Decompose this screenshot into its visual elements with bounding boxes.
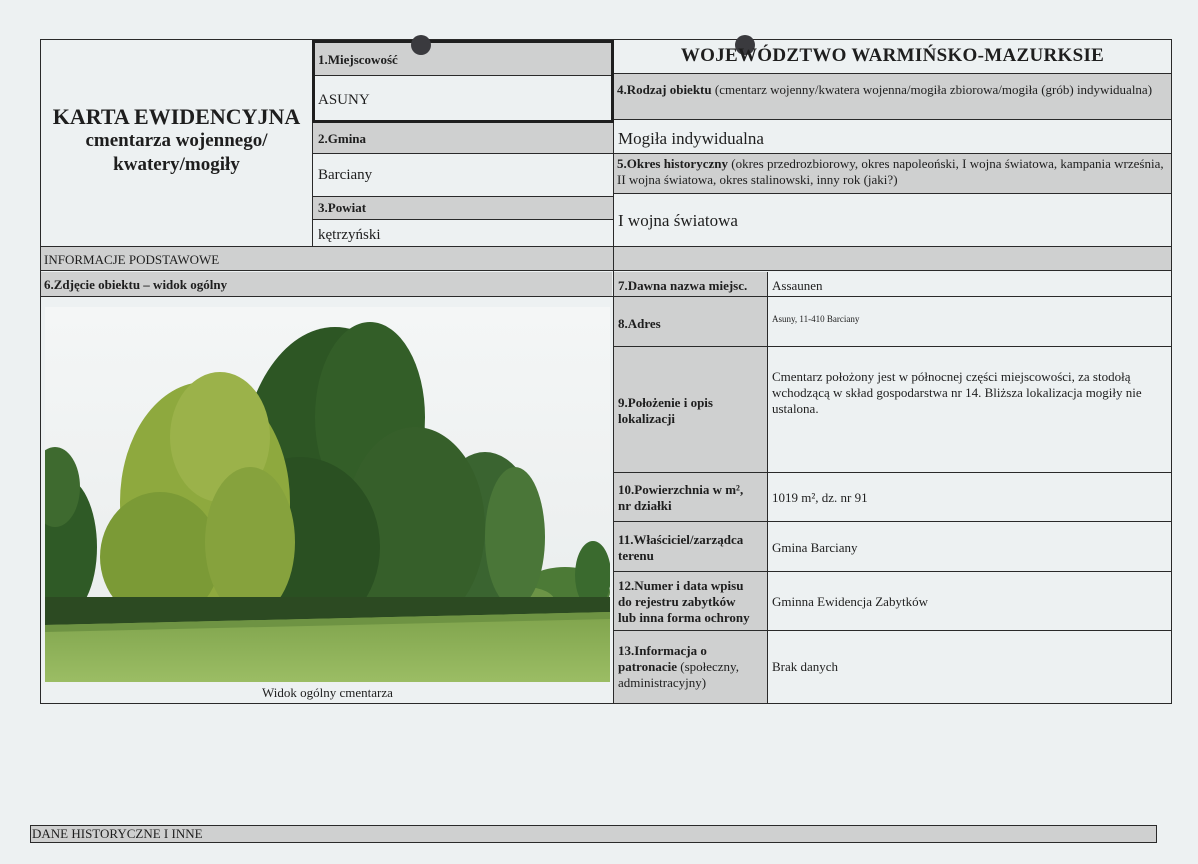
- owner-label-block: [618, 532, 743, 564]
- registry-label-block: [618, 578, 750, 626]
- patronage-label-2-line: [618, 659, 739, 675]
- location-label-1: 9.Położenie i opis: [618, 395, 713, 410]
- period-label-block: [617, 156, 1167, 188]
- card-title: KARTA EWIDENCYJNA: [52, 104, 301, 129]
- locality-label: 1.Miejscowość: [318, 52, 398, 67]
- object-type-label-block: [617, 82, 1165, 98]
- patronage-label-1: 13.Informacja o: [618, 643, 707, 658]
- object-type-options: (cmentarz wojenny/kwatera wojenna/mogiła zbiorowa/mogiła (grób) indywidualna): [714, 82, 1153, 97]
- address-label: 8.Adres: [618, 316, 661, 331]
- period-options: (okres przedrozbiorowy, okres napoleoński, I wojna światowa, kampania września, II wojna światowa, okres stalinowski, inny rok (jaki?): [617, 156, 1164, 187]
- period-label: 5.Okres historyczny: [617, 156, 728, 171]
- location-value: Cmentarz położony jest w północnej części miejscowości, za stodołą wchodzącą w skład gospodarstwa nr 14. Bliższa lokalizacja mogiły nie ustalona.: [772, 369, 1142, 416]
- registry-label-1: 12.Numer i data wpisu: [618, 578, 744, 593]
- area-label-2: nr działki: [618, 498, 672, 513]
- card-subtitle-2: kwatery/mogiły: [113, 154, 240, 175]
- location-label-block: [618, 395, 713, 427]
- gmina-label: 2.Gmina: [318, 131, 367, 146]
- photo-label: 6.Zdjęcie obiektu – widok ogólny: [44, 277, 228, 292]
- former-name-label: 7.Dawna nazwa miejsc.: [618, 278, 748, 293]
- area-value: 1019 m², dz. nr 91: [772, 490, 868, 505]
- gmina-value: Barciany: [318, 167, 373, 183]
- locality-value: ASUNY: [318, 92, 370, 108]
- section-basic-info: INFORMACJE PODSTAWOWE: [44, 252, 220, 267]
- card-subtitle-1: cmentarza wojennego/: [85, 130, 268, 151]
- section-history: DANE HISTORYCZNE I INNE: [32, 826, 203, 841]
- object-type-value: Mogiła indywidualna: [618, 129, 764, 148]
- object-type-label: 4.Rodzaj obiektu: [617, 82, 712, 97]
- voivodeship-title: WOJEWÓDZTWO WARMIŃSKO-MAZURKSIE: [680, 45, 1105, 66]
- patronage-label-block: [618, 643, 739, 691]
- area-label-1: 10.Powierzchnia w m²,: [618, 482, 744, 497]
- patronage-label-2-bold: patronacie: [618, 659, 677, 674]
- area-label-block: [618, 482, 743, 514]
- patronage-label-2: (społeczny,: [676, 659, 739, 674]
- powiat-label: 3.Powiat: [318, 200, 367, 215]
- owner-label-1: 11.Właściciel/zarządca: [618, 532, 744, 547]
- powiat-value: kętrzyński: [318, 227, 381, 243]
- photo-caption: Widok ogólny cmentarza: [262, 685, 393, 700]
- owner-label-2: terenu: [618, 548, 654, 563]
- location-label-2: lokalizacji: [618, 411, 676, 426]
- card-title-block: [41, 105, 312, 177]
- registry-label-2: do rejestru zabytków: [618, 594, 736, 609]
- registry-label-3: lub inna forma ochrony: [618, 610, 750, 625]
- patronage-value: Brak danych: [772, 659, 839, 674]
- registry-value: Gminna Ewidencja Zabytków: [772, 594, 928, 609]
- punch-hole-left: [411, 35, 431, 55]
- patronage-label-3: administracyjny): [618, 675, 707, 690]
- period-value: I wojna światowa: [618, 211, 738, 230]
- cemetery-photo: [45, 307, 610, 682]
- former-name-value: Assaunen: [772, 278, 823, 293]
- address-value: Asuny, 11-410 Barciany: [772, 314, 860, 324]
- owner-value: Gmina Barciany: [772, 540, 858, 555]
